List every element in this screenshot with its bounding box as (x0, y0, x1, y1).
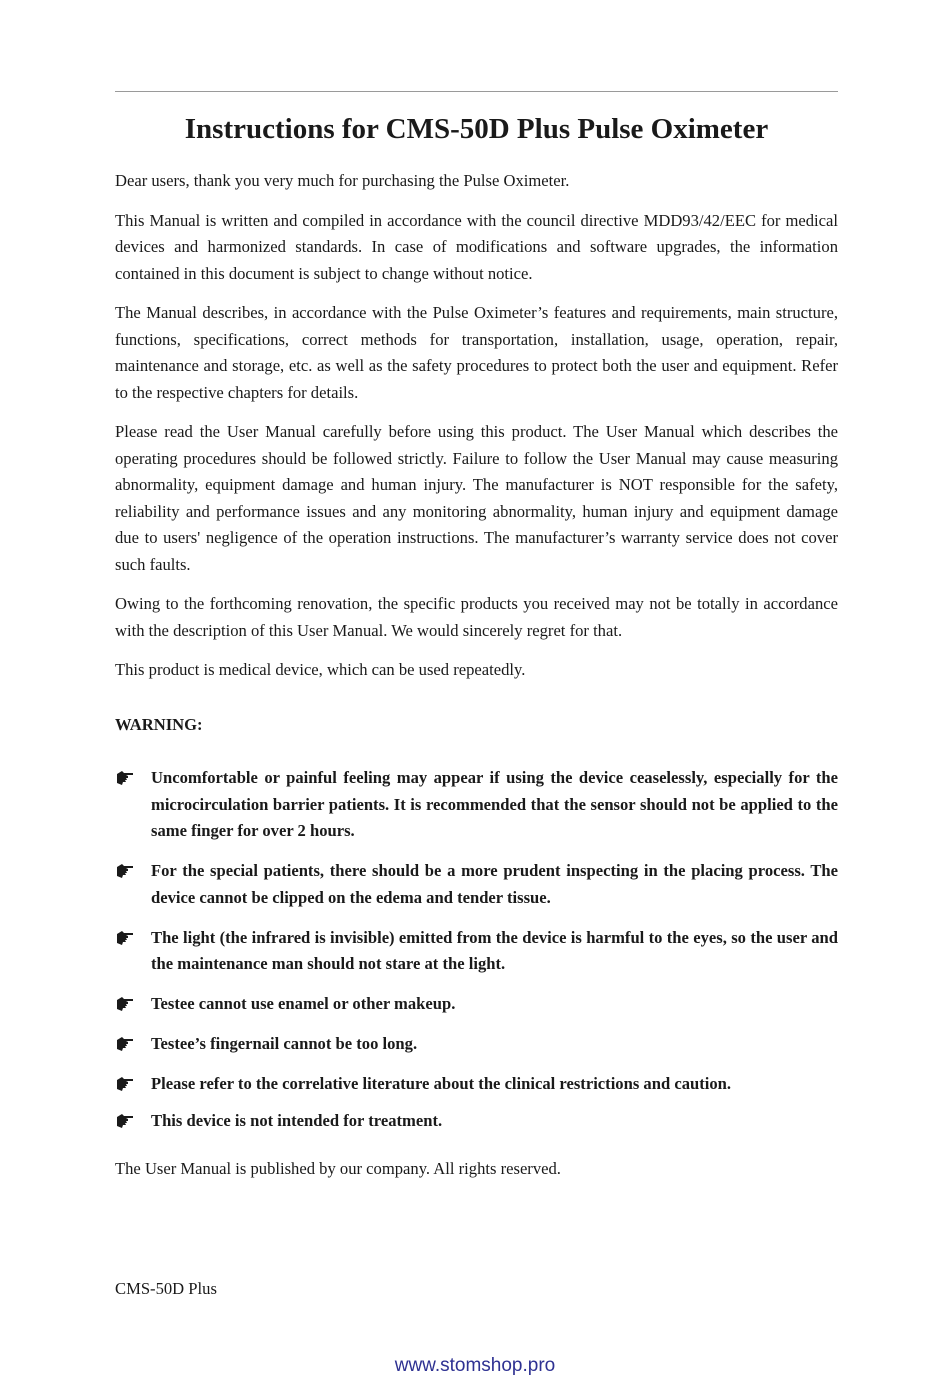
warning-text: Uncomfortable or painful feeling may appear if using the device ceaselessly, especially for the microcirculation barrier patients. It is recommended that the sensor should not be applied to the same finger for over 2 hours. (151, 768, 838, 840)
pointing-hand-icon (115, 930, 135, 946)
warning-item (115, 1071, 838, 1098)
page-title: Instructions for CMS-50D Plus Pulse Oximeter (184, 113, 769, 145)
pointing-hand-icon (115, 1076, 135, 1092)
warning-item (115, 991, 838, 1018)
warning-text: Please refer to the correlative literature about the clinical restrictions and caution. (151, 1074, 732, 1093)
footer-model-name: CMS-50D Plus (115, 1279, 217, 1298)
warning-text: Testee’s fingernail cannot be too long. (151, 1034, 418, 1053)
warning-item (115, 925, 838, 978)
warning-text: The light (the infrared is invisible) emitted from the device is harmful to the eyes, so the user and the maintenance man should not stare at the light. (151, 927, 838, 973)
warning-text: For the special patients, there should be a more prudent inspecting in the placing process. The device cannot be clipped on the edema and tender tissue. (151, 861, 838, 907)
warning-text: This device is not intended for treatment. (151, 1110, 443, 1130)
warning-list (115, 765, 838, 1148)
paragraph-compliance: This Manual is written and compiled in accordance with the council directive MDD93/42/EEC for medical devices and harmonized standards. In case of modifications and software upgrades, the information contained in this document is subject to change without notice. (115, 210, 838, 283)
pointing-hand-icon (115, 1113, 135, 1129)
warning-item (115, 1108, 838, 1135)
paragraph-scope: The Manual describes, in accordance with the Pulse Oximeter’s features and requirements, main structure, functions, specifications, correct methods for transportation, installation, usage, operation, repair, maintenance and storage, etc. as well as the safety procedures to protect both the user and equipment. Refer to the respective chapters for details. (115, 303, 838, 402)
pointing-hand-icon (115, 1036, 135, 1052)
pointing-hand-icon (115, 996, 135, 1012)
paragraph-reusable: This product is medical device, which can be used repeatedly. (115, 660, 526, 679)
intro-paragraphs (115, 168, 838, 697)
warning-item (115, 858, 838, 911)
warning-item (115, 1031, 838, 1058)
paragraph-read-manual: Please read the User Manual carefully before using this product. The User Manual which describes the operating procedures should be followed strictly. Failure to follow the User Manual may cause measuring abnormality, equipment damage and human injury. The manufacturer is NOT responsible for the safety, reliability and performance issues and any monitoring abnormality, human injury and equipment damage due to users' negligence of the operation instructions. The manufacturer’s warranty service does not cover such faults. (115, 422, 838, 574)
paragraph-renovation: Owing to the forthcoming renovation, the specific products you received may not be totally in accordance with the description of this User Manual. We would sincerely regret for that. (115, 594, 838, 640)
copyright-notice: The User Manual is published by our company. All rights reserved. (115, 1159, 561, 1178)
header-rule (115, 91, 838, 92)
website-watermark: www.stomshop.pro (394, 1355, 556, 1376)
pointing-hand-icon (115, 863, 135, 879)
paragraph-greeting: Dear users, thank you very much for purchasing the Pulse Oximeter. (115, 171, 570, 190)
warning-heading: WARNING: (115, 715, 203, 734)
pointing-hand-icon (115, 770, 135, 786)
warning-item (115, 765, 838, 845)
warning-text: Testee cannot use enamel or other makeup. (151, 994, 456, 1013)
